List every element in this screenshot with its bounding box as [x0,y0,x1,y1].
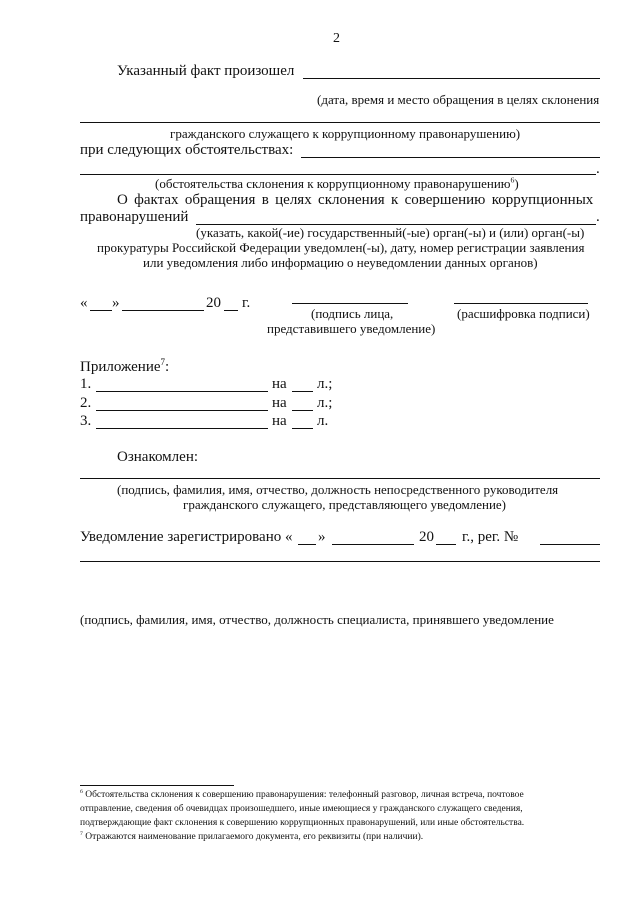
footnote-6-line-3: подтверждающие факт склонения к совершению коррупционных правонарушений, или иные обстоятельства. [80,818,525,828]
date-month-line[interactable] [122,310,204,311]
attachment-na: на [272,413,287,429]
attachment-name-line[interactable] [96,428,268,429]
fact-label: Указанный факт произошел [117,63,295,79]
facts-caption-2: прокуратуры Российской Федерации уведомлен(-ы), дату, номер регистрации заявления [97,240,585,255]
date-day-line[interactable] [90,310,112,311]
date-open-quote: « [80,295,88,311]
acquainted-label: Ознакомлен: [117,449,199,465]
facts-line-2: правонарушений [80,209,189,225]
registered-year-line[interactable] [436,544,456,545]
registered-label: Уведомление зарегистрировано « [80,529,293,545]
footnote-6-line-1: $^6$ Обстоятельства склонения к совершению правонарушения: телефонный разговор, личная встреча, почтовое [80,788,524,800]
registered-reg: г., рег. № [462,529,519,545]
attachment-sheets-line[interactable] [292,391,313,392]
decoding-line[interactable] [454,303,588,304]
registered-month-line[interactable] [332,544,414,545]
registered-year: 20 [419,529,434,545]
fact-caption: (дата, время и место обращения в целях склонения [317,92,600,107]
attachment-num: 2. [80,395,92,411]
acquainted-caption-2: гражданского служащего, представляющего уведомление) [183,497,506,512]
facts-line-1: О фактах обращения в целях склонения к совершению коррупционных [117,192,594,208]
acquainted-caption-1: (подпись, фамилия, имя, отчество, должность непосредственного руководителя [117,482,559,497]
fact-field-line[interactable] [303,78,600,79]
signature-line[interactable] [292,303,408,304]
attachment-name-line[interactable] [96,410,268,411]
footnote-6-line-2: отправление, сведения об очевидцах произошедшего, иные имеющиеся у гражданского служащего сведения, [80,804,523,814]
facts-caption-1: (указать, какой(-ие) государственный(-ые) орган(-ы) и (или) орган(-ы) [196,225,585,240]
circumstances-field-line[interactable] [301,157,600,158]
attachment-num: 1. [80,376,92,392]
registered-number-line[interactable] [540,544,600,545]
fact-field-line-2[interactable] [80,122,600,123]
facts-caption-3: или уведомления либо информацию о неуведомлении данных органов) [143,255,538,270]
specialist-caption: (подпись, фамилия, имя, отчество, должность специалиста, принявшего уведомление [80,612,554,627]
page-number: 2 [333,31,340,46]
registered-close-quote: » [318,529,326,545]
acquainted-field-line[interactable] [80,478,600,479]
circumstances-end: . [596,161,600,177]
date-year-suffix: г. [242,295,251,311]
attachment-sheets: л.; [317,376,333,392]
attachment-na: на [272,395,287,411]
date-close-quote: » [112,295,120,311]
circumstances-label: при следующих обстоятельствах: [80,142,294,158]
date-year-line[interactable] [224,310,238,311]
circumstances-caption: (обстоятельства склонения к коррупционному правонарушению$^6$) [155,175,519,191]
signature-caption-2: представившего уведомление) [267,321,436,336]
attachment-sheets-line[interactable] [292,428,313,429]
attachment-title: Приложение$^7$: [80,357,170,375]
circumstances-field-line-2[interactable] [80,174,596,175]
signature-caption-1: (подпись лица, [311,306,394,321]
attachment-sheets-line[interactable] [292,410,313,411]
attachment-na: на [272,376,287,392]
attachment-sheets: л.; [317,395,333,411]
facts-end: . [596,209,600,225]
footnote-separator [80,785,234,786]
registered-day-line[interactable] [298,544,316,545]
servant-caption: гражданского служащего к коррупционному правонарушению) [170,126,521,141]
attachment-name-line[interactable] [96,391,268,392]
registered-field-line[interactable] [80,561,600,562]
attachment-num: 3. [80,413,92,429]
footnote-7: $^7$ Отражаются наименование прилагаемого документа, его реквизиты (при наличии). [80,830,424,842]
decoding-caption: (расшифровка подписи) [457,306,590,321]
date-year-prefix: 20 [206,295,221,311]
attachment-sheets: л. [317,413,329,429]
